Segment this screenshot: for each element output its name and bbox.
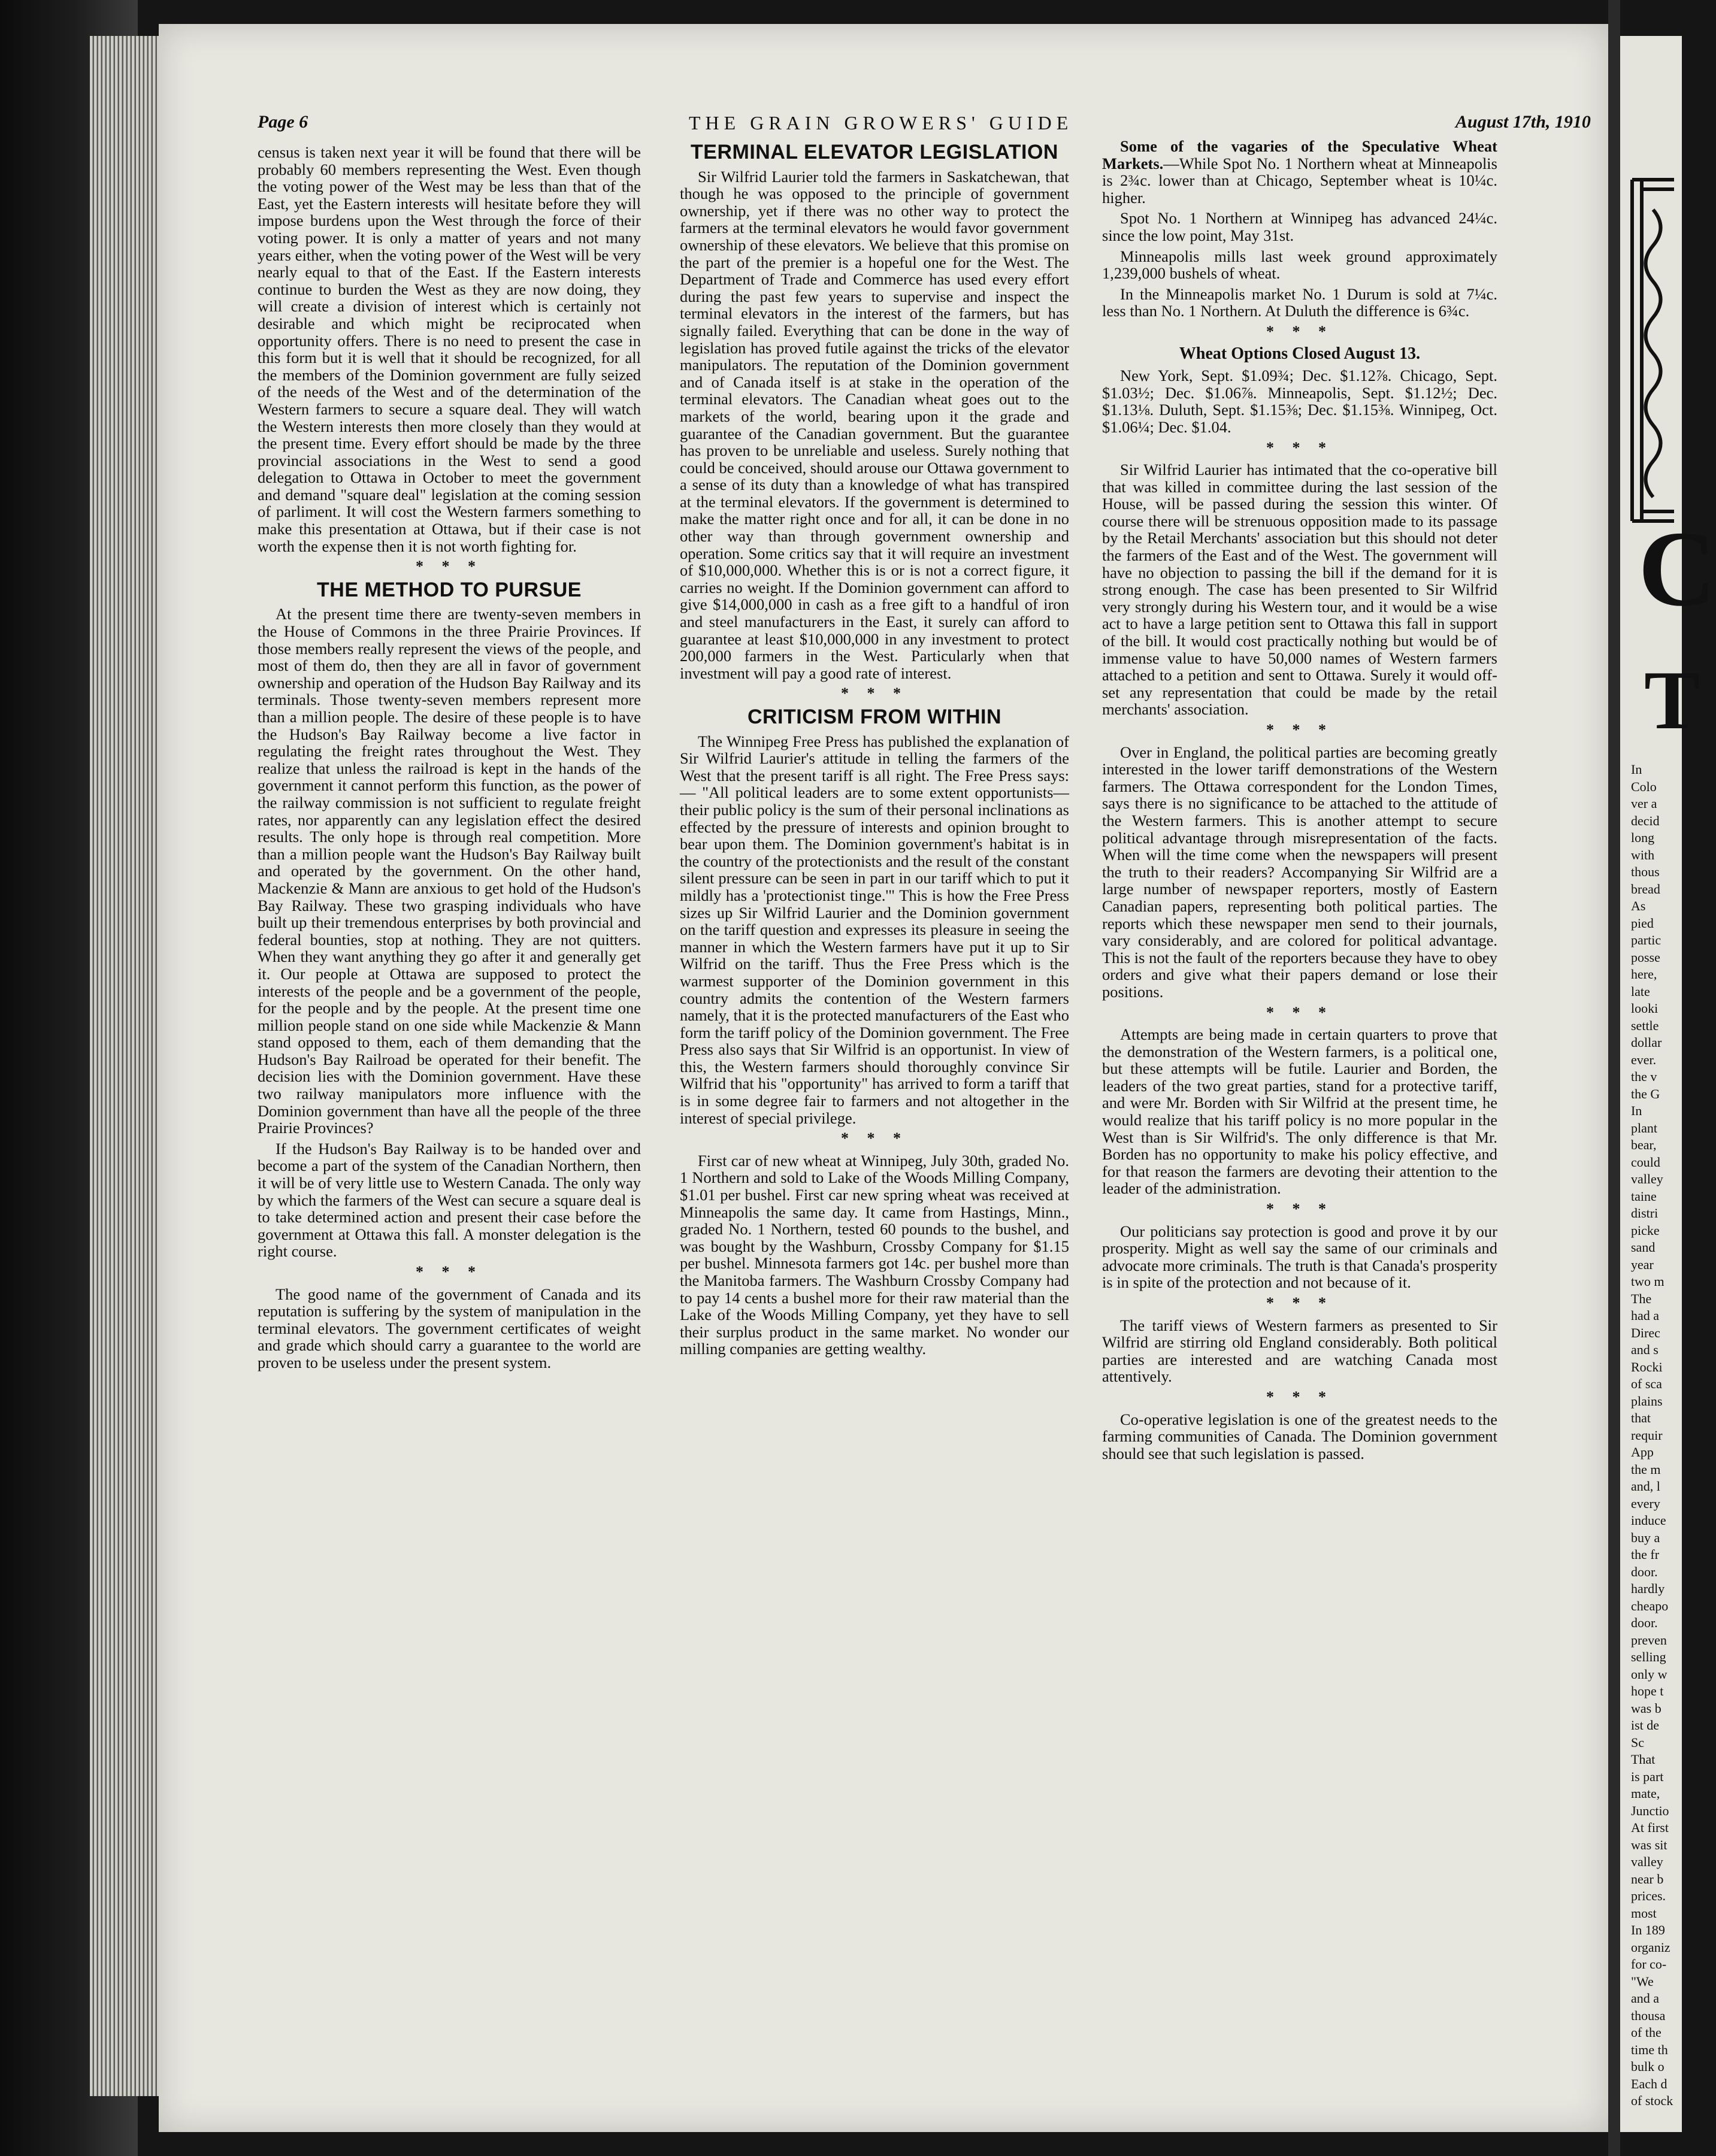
paragraph-first-car: First car of new wheat at Winnipeg, July 30th, graded No. 1 Northern and sold to Lake of the Woods Milling Company, $1.01 per bushel. First car new spring wheat was received at Minneapolis the same day. It came from Hastings, Minn., graded No. 1 Northern, tested 60 pounds to the bushel, and was bought by the Washburn, Crossby Company for $1.15 per bushel. Minnesota farmers got 14c. per bushel more than the Manitoba farmers. The Washburn Crossby Company had to pay 14 cents a bushel more for their raw material than the Lake of the Woods Milling Company, yet they have to sell their surplus product in the same market. No wonder our milling companies are getting wealthy.	[680, 1151, 1069, 1358]
paragraph-cooperative-bill: Sir Wilfrid Laurier has intimated that the co-operative bill that was killed in committee during the last session of the House, will be passed during the session this winter. Of course there will be strenuous opposition made to its passage by the Retail Merchants' association but this should not deter the farmers of the East and of the West. The government will have no objection to passing the bill if the demand for it is strong enough. The case has been presented to Sir Wilfrid very strongly during his Western tour, and it would be a wise act to have a large petition sent to Ottawa this fall in support of the bill. It would cost practically nothing but would be of immense value to have 50,000 names of Western farmers attached to a petition and sent to Ottawa. Surely it would off-set any representation that could be made by the retail merchants' association.	[1102, 461, 1497, 719]
paragraph-criticism: The Winnipeg Free Press has published the explanation of Sir Wilfrid Laurier's attitude in telling the farmers of the West that the present tariff is all right. The Free Press says:— "All political leaders are to some extent opportunists—their public policy is the sum of their personal inclinations as effected by the pressure of interests and opinion brought to bear upon them. The Dominion government's habitat is in the country of the protectionists and the result of the constant silent pressure can be seen in part in our tariff which to put it mildly has a 'protectionist tinge.'" This is how the Free Press sizes up Sir Wilfrid Laurier and the Dominion government on the tariff question and expresses its pleasure in seeing the manner in which the Western farmers have put it up to Sir Wilfrid on the tariff. Thus the Free Press which is the warmest supporter of the Dominion government in this country admits the contention of the Western farmers namely, that it is the protected manufacturers of the East who form the tariff policy of the Dominion government. The Free Press also says that Sir Wilfrid is an opportunist. In view of this, the Western farmers should thoroughly convince Sir Wilfrid that his "opportunity" has arrived to form a tariff that is in some degree fair to farmers and not altogether in the interest of special privilege.	[680, 732, 1069, 1127]
text-fragment: the G	[1631, 1086, 1660, 1101]
separator-stars: * * *	[1266, 1003, 1333, 1021]
separator-stars: * * *	[841, 685, 908, 702]
text-fragment: plant	[1631, 1120, 1657, 1135]
text-fragment: selling	[1631, 1649, 1666, 1664]
page-number: Page 6	[258, 112, 308, 132]
text-fragment: Each d	[1631, 2076, 1667, 2091]
large-letter-c: C	[1638, 509, 1716, 628]
paragraph-england: Over in England, the political parties are becoming greatly interested in the lower tariff demonstrations of the Western farmers. The Ottawa correspondent for the London Times, says there is no significance to be attached to the attitude of the Western farmers. This is another attempt to secure political advantage through misrepresentation of the facts. When will the time come when the newspapers will present the truth to their readers? Accompanying Sir Wilfrid are a large number of newspaper reporters, mostly of Eastern Canadian papers, representing both political parties. The reports which these newspaper men send to their journals, vary considerably, and are colored for political advantage. This is not the fault of the reporters because they have to obey orders and give what their papers demand or lose their positions.	[1102, 743, 1497, 1001]
paragraph-tariff-views: The tariff views of Western farmers as presented to Sir Wilfrid are stirring old England considerably. Both political parties are interested and are watching Canada most attentively.	[1102, 1316, 1497, 1386]
heading-method-to-pursue: THE METHOD TO PURSUE	[317, 578, 582, 601]
text-fragment: looki	[1631, 1001, 1659, 1016]
separator-stars: * * *	[1266, 1200, 1333, 1218]
text-fragment: long	[1631, 830, 1655, 845]
separator-stars: * * *	[841, 1130, 908, 1147]
heading-criticism-within: CRITICISM FROM WITHIN	[747, 705, 1002, 728]
text-fragment: In	[1631, 762, 1642, 777]
text-fragment: Colo	[1631, 779, 1657, 794]
paragraph-method-2: If the Hudson's Bay Railway is to be handed over and become a part of the system of the Canadian Northern, then it will be of very little use to Western Canada. The only way by which the farmers of the West can secure a square deal is to take determined action and present their case before the government at Ottawa this fall. A monster delegation is the right course.	[258, 1139, 641, 1261]
text-fragment: thousa	[1631, 2007, 1666, 2023]
text-fragment: year	[1631, 1256, 1654, 1272]
text-fragment: near b	[1631, 1871, 1664, 1886]
page-header	[258, 105, 1695, 141]
text-fragment: dollar	[1631, 1035, 1662, 1050]
text-fragment: of sca	[1631, 1376, 1662, 1391]
text-fragment: picke	[1631, 1222, 1660, 1238]
text-fragment: preven	[1631, 1632, 1667, 1648]
paragraph-attempts: Attempts are being made in certain quarters to prove that the demonstration of the Western farmers, is a political one, but these attempts will be futile. Laurier and Borden, the leaders of the two great parties, stand for a protective tariff, and were Mr. Borden with Sir Wilfrid at the present time, he would realize that his tariff policy is no more popular in the West than is Sir Wilfrid's. The only difference is that Mr. Borden has no opportunity to make his policy effective, and for that reason the farmers are devoting their attention to the leader of the administration.	[1102, 1025, 1497, 1198]
text-fragment: Direc	[1631, 1325, 1660, 1340]
text-fragment: and, l	[1631, 1479, 1660, 1494]
text-fragment: of stock	[1631, 2093, 1673, 2108]
newspaper-page	[159, 24, 1608, 2132]
separator-stars: * * *	[1266, 438, 1333, 456]
text-fragment: most	[1631, 1905, 1657, 1921]
issue-date: August 17th, 1910	[1455, 112, 1591, 132]
paragraph-vagaries-2: Spot No. 1 Northern at Winnipeg has advanced 24¼c. since the low point, May 31st.	[1102, 209, 1497, 244]
paragraph-terminal: Sir Wilfrid Laurier told the farmers in Saskatchewan, that though he was opposed to the principle of government ownership, yet if there was no other way to protect the farmers at the terminal elevators he would favor government ownership of these elevators. We believe that this promise on the part of the premier is a hopeful one for the West. The Department of Trade and Commerce has used every effort during the past few years to supervise and inspect the terminal elevators in the interest of the farmers, but has signally failed. Everything that can be done in the way of legislation has proved futile against the tricks of the elevator manipulators. The reputation of the Dominion government and of Canada itself is at stake in the operation of the terminal elevators. The Canadian wheat goes out to the markets of the world, bearing upon it the grade and guarantee of the Canadian government. But the guarantee has proven to be unreliable and useless. Surely nothing that could be conceived, should arouse our Ottawa government to a sense of its duty than a knowledge of what has transpired at the terminal elevators. If the government is determined to make the matter right once and for all, it can be done in no other way than through government ownership and operation. Some critics say that it will require an investment of $10,000,000. Whether this is or is not a correct figure, it carries no weight. If the Dominion government can afford to give $14,000,000 in cash as a free gift to a handful of iron and steel manufacturers in the East, it surely can afford to guarantee at least $10,000,000 in any investment to protect 200,000 farmers in the West. Particularly when that investment will pay a good rate of interest.	[680, 167, 1069, 682]
text-fragment: the m	[1631, 1461, 1661, 1477]
text-fragment: only w	[1631, 1666, 1667, 1682]
text-fragment: for co-	[1631, 1957, 1667, 1972]
separator-stars: * * *	[416, 1263, 483, 1280]
text-fragment: bulk o	[1631, 2059, 1664, 2074]
text-fragment: door.	[1631, 1615, 1658, 1630]
text-fragment: was sit	[1631, 1837, 1667, 1852]
text-fragment: here,	[1631, 967, 1657, 982]
separator-stars: * * *	[1266, 1388, 1333, 1406]
text-fragment: Junctio	[1631, 1803, 1669, 1818]
separator-stars: * * *	[1266, 721, 1333, 738]
column-2	[680, 138, 1069, 1361]
text-fragment: hope t	[1631, 1683, 1664, 1698]
text-fragment: ist de	[1631, 1718, 1660, 1733]
text-fragment: of the	[1631, 2025, 1661, 2040]
text-fragment: taine	[1631, 1188, 1657, 1204]
text-fragment: As	[1631, 898, 1646, 913]
text-fragment: thous	[1631, 864, 1660, 879]
adjacent-page-fragment	[1620, 36, 1716, 2132]
text-fragment: could	[1631, 1154, 1660, 1170]
separator-stars: * * *	[1266, 1294, 1333, 1312]
masthead-title: THE GRAIN GROWERS' GUIDE	[689, 112, 1073, 134]
text-fragment: In	[1631, 1103, 1642, 1118]
text-fragment: In 189	[1631, 1922, 1665, 1937]
separator-stars: * * *	[1266, 322, 1333, 340]
text-fragment: that	[1631, 1410, 1651, 1425]
text-fragment: with	[1631, 847, 1655, 862]
paragraph-cooperative-legislation: Co-operative legislation is one of the greatest needs to the farming communities of Canada. The Dominion government should see that such legislation is passed.	[1102, 1410, 1497, 1462]
column-1	[258, 144, 641, 1375]
text-fragment: cheapo	[1631, 1598, 1669, 1613]
ornamental-border-icon	[1620, 174, 1682, 533]
large-letter-t: T	[1644, 654, 1700, 747]
text-fragment: is part	[1631, 1769, 1664, 1784]
text-fragment: hardly	[1631, 1581, 1665, 1596]
text-fragment: bread	[1631, 881, 1660, 897]
text-fragment: Rocki	[1631, 1359, 1663, 1374]
paragraph-census: census is taken next year it will be found that there will be probably 60 members representing the West. Even though the voting power of the West may be less than that of the East, yet the Eastern interests will hesitate before they will impose burdens upon the West through the force of their voting power. It is only a matter of years and not many years either, when the voting power of the West will be very nearly equal to that of the East. If the Eastern interests continue to burden the West as they are now doing, they will create a division of interest which is certainly not desirable and which might be reciprocated when opportunity offers. There is no need to present the case in this form but it is well that it should be recognized, for all the members of the Dominion government are fully seized of the needs of the West and of the determination of the Western farmers to secure a square deal. They will watch the Western interests then more closely than they would at the present time. Every effort should be made by the three provincial associations in the West to send a good delegation to Ottawa in October to meet the government and demand "square deal" legislation at the coming session of parliment. It will cost the Western farmers something to make this presentation at Ottawa, but if their case is not worth the expense then it is not worth fighting for.	[258, 143, 641, 555]
text-fragment: valley	[1631, 1854, 1663, 1869]
text-fragment: every	[1631, 1495, 1660, 1511]
text-fragment: was b	[1631, 1700, 1661, 1716]
heading-terminal-elevator: TERMINAL ELEVATOR LEGISLATION	[691, 141, 1058, 163]
text-fragment: induce	[1631, 1513, 1666, 1528]
text-fragment: buy a	[1631, 1530, 1660, 1545]
text-fragment: That	[1631, 1752, 1656, 1767]
paragraph-vagaries-3: Minneapolis mills last week ground approximately 1,239,000 bushels of wheat.	[1102, 247, 1497, 283]
text-fragment: ever.	[1631, 1052, 1657, 1067]
column-3	[1102, 138, 1497, 1465]
text-fragment: the v	[1631, 1069, 1657, 1084]
text-fragment: decid	[1631, 813, 1660, 828]
text-fragment: Sc	[1631, 1734, 1644, 1750]
text-fragment: valley	[1631, 1171, 1663, 1186]
text-fragment: plains	[1631, 1393, 1663, 1409]
text-fragment: prices.	[1631, 1888, 1666, 1903]
text-fragment: settle	[1631, 1018, 1659, 1033]
page-gutter	[1608, 0, 1620, 2156]
paragraph-good-name: The good name of the government of Canada and its reputation is suffering by the system of manipulation in the terminal elevators. The government certificates of weight and grade which should carry a guarantee to the world are proven to be useless under the present system.	[258, 1285, 641, 1371]
text-fragment: and a	[1631, 1991, 1660, 2006]
text-fragment: pied	[1631, 915, 1654, 931]
text-fragment: late	[1631, 983, 1650, 999]
text-fragment: ver a	[1631, 796, 1657, 811]
heading-wheat-options: Wheat Options Closed August 13.	[1179, 344, 1421, 363]
text-fragment: mate,	[1631, 1786, 1660, 1801]
text-fragment: door.	[1631, 1564, 1658, 1579]
paragraph-vagaries-4: In the Minneapolis market No. 1 Durum is sold at 7¼c. less than No. 1 Northern. At Duluth the difference is 6¾c.	[1102, 284, 1497, 320]
text-fragment: distri	[1631, 1206, 1659, 1221]
text-fragment: partic	[1631, 932, 1661, 947]
text-fragment: bear,	[1631, 1137, 1657, 1152]
paragraph-protection: Our politicians say protection is good and prove it by our prosperity. Might as well say the same of our criminals and advocate more criminals. The truth is that Canada's prosperity is in spite of the protection and not because of it.	[1102, 1222, 1497, 1292]
text-fragment: the fr	[1631, 1547, 1660, 1562]
text-fragment: posse	[1631, 949, 1660, 965]
text-fragment: organiz	[1631, 1939, 1670, 1955]
paragraph-wheat-options: New York, Sept. $1.09¾; Dec. $1.12⅞. Chicago, Sept. $1.03½; Dec. $1.06⅞. Minneapolis, Sept. $1.12½; Dec. $1.13⅛. Duluth, Sept. $1.15⅜; Dec. $1.15⅜. Winnipeg, Oct. $1.06¼; Dec. $1.04.	[1102, 367, 1497, 436]
text-fragment: two m	[1631, 1274, 1664, 1289]
paragraph-method-1: At the present time there are twenty-seven members in the House of Commons in the three Prairie Provinces. If those members really represent the views of the people, and most of them do, then they are all in favor of government ownership and operation of the Hudson Bay Railway and its terminals. Those twenty-seven members represent more than a million people. The desire of these people is to have the Hudson's Bay Railway become a live factor in regulating the freight rates throughout the West. They realize that unless the railroad is kept in the hands of the government it cannot perform this function, as the power of the railway commission is not sufficient to regulate freight rates, nor apparently can any legislation effect the desired results. The only hope is through real competition. More than a million people want the Hudson's Bay Railway built and operated by the government. On the other hand, Mackenzie & Mann are anxious to get hold of the Hudson's Bay Railway. These two grasping individuals who have built up their tremendous enterprises by both provincial and federal bounties, stop at nothing. They are not quitters. When they want anything they go after it and generally get it. Our people at Ottawa are supposed to protect the interests of the people and be a government of the people, for the people and by the people. At the present time one million people stand on one side while Mackenzie & Mann stand opposed to them, each of them demanding that the Hudson's Bay Railroad be operated for their benefit. The decision lies with the Dominion government. Have these two railway manipulators more influence with the Dominion government than have all the people of the three Prairie Provinces?	[258, 605, 641, 1137]
paragraph-vagaries-1: —While Spot No. 1 Northern wheat at Minneapolis is 2¾c. lower than at Chicago, September wheat is 10¼c. higher.	[1102, 154, 1497, 207]
text-fragment: The	[1631, 1291, 1652, 1306]
text-fragment: had a	[1631, 1308, 1660, 1323]
text-fragment: requir	[1631, 1427, 1663, 1443]
text-fragment: sand	[1631, 1240, 1656, 1255]
text-fragment: App	[1631, 1445, 1654, 1459]
separator-stars: * * *	[416, 558, 483, 576]
text-fragment: "We	[1631, 1973, 1654, 1989]
text-fragment: At first	[1631, 1820, 1669, 1835]
text-fragment: and s	[1631, 1342, 1659, 1357]
lead-vagaries: Some of the vagaries of the Speculative Wheat Markets.	[1102, 137, 1497, 172]
text-fragment: time th	[1631, 2042, 1668, 2057]
